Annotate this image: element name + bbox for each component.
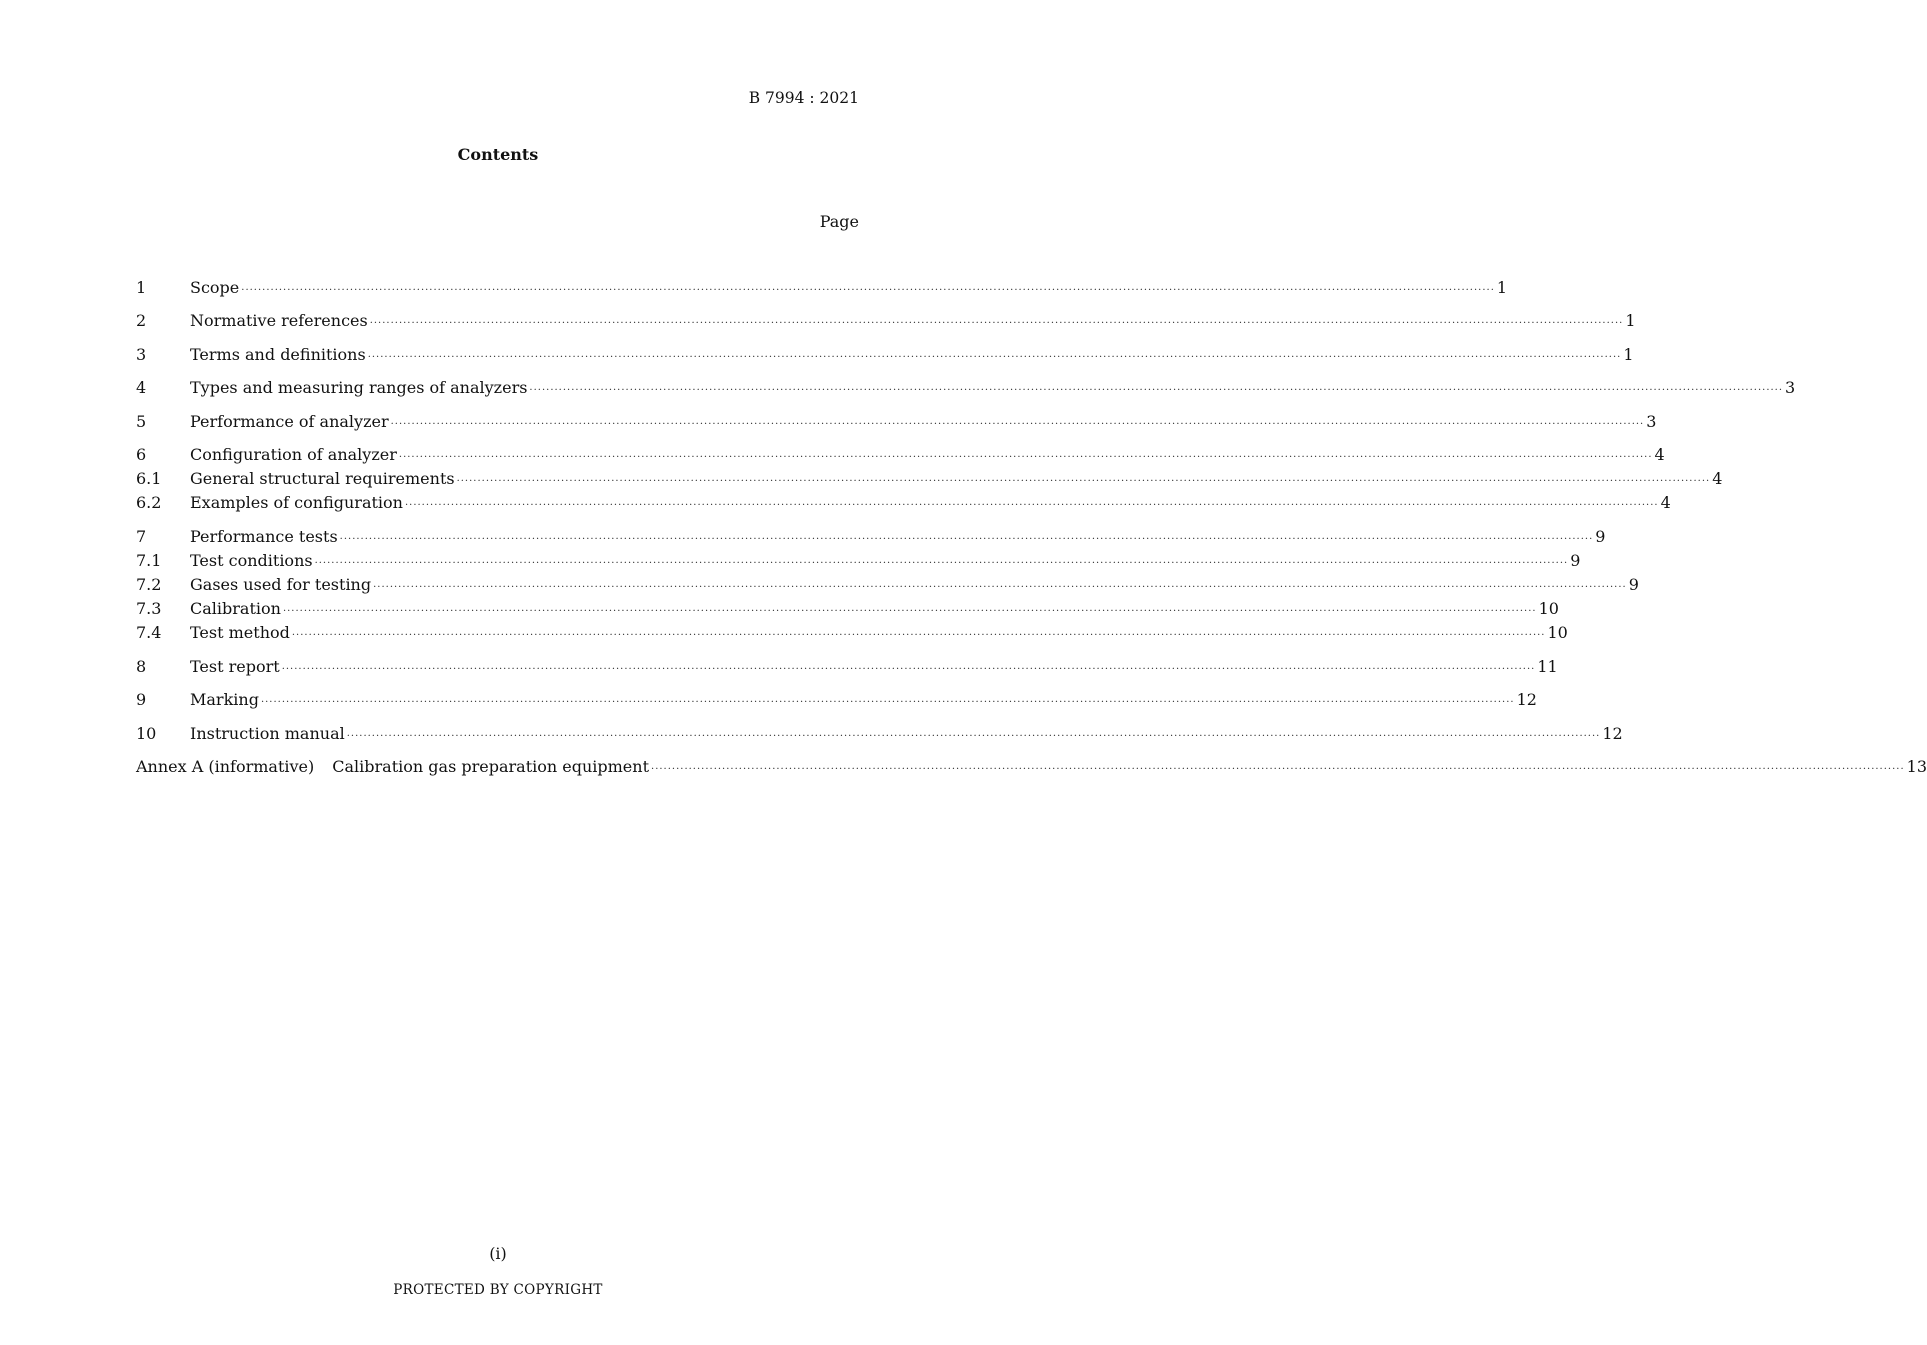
toc-entry-number: 7.1 xyxy=(136,551,162,570)
toc-entry-page: 9 xyxy=(1595,527,1606,546)
toc-entry-number: 8 xyxy=(136,657,147,676)
leader-dots: ············································································································································································································································································································ xyxy=(241,285,1495,296)
toc-entry-title: General structural requirements xyxy=(190,469,455,488)
toc-entry-page: 12 xyxy=(1516,690,1537,709)
toc-entry-title: Examples of configuration xyxy=(190,493,403,512)
toc-entry-number: 1 xyxy=(136,278,147,297)
toc-entry-title: Configuration of analyzer xyxy=(190,445,397,464)
toc-entry-page: 10 xyxy=(1538,599,1559,618)
leader-dots: ············································································································································································································································································································ xyxy=(404,500,1659,511)
toc-entry-title: Test method xyxy=(190,623,290,642)
toc-entry[interactable] xyxy=(136,343,1634,367)
toc-entry-title: Marking xyxy=(190,690,259,709)
toc-entry-number: 7.2 xyxy=(136,575,162,594)
toc-entry[interactable] xyxy=(136,549,1581,573)
leader-dots: ············································································································································································································································································································ xyxy=(282,606,1537,617)
toc-entry-page: 1 xyxy=(1623,345,1634,364)
leader-dots: ············································································································································································································································································································ xyxy=(281,664,1536,675)
toc-entry[interactable] xyxy=(136,722,1623,746)
toc-entry-page: 9 xyxy=(1628,575,1639,594)
toc-entry-title: Test report xyxy=(190,657,280,676)
toc-entry-number: 7 xyxy=(136,527,147,546)
toc-entry[interactable] xyxy=(136,410,1657,434)
contents-title: Contents xyxy=(457,145,539,164)
toc-entry[interactable] xyxy=(136,376,1796,400)
toc-entry[interactable] xyxy=(136,688,1537,712)
toc-entry-page: 3 xyxy=(1646,412,1657,431)
toc-entry-annex[interactable] xyxy=(136,755,1927,779)
toc-entry[interactable] xyxy=(136,467,1723,491)
toc-entry-title: Performance of analyzer xyxy=(190,412,389,431)
leader-dots: ············································································································································································································································································································ xyxy=(346,731,1601,742)
toc-entry-number: 6.1 xyxy=(136,469,162,488)
annex-label: Annex A (informative) xyxy=(136,757,315,776)
toc-entry-title: Types and measuring ranges of analyzers xyxy=(190,378,528,397)
toc-entry[interactable] xyxy=(136,309,1636,333)
toc-entry-page: 9 xyxy=(1570,551,1581,570)
toc-entry-page: 4 xyxy=(1654,445,1665,464)
annex-title: Calibration gas preparation equipment xyxy=(332,757,650,776)
toc-entry-title: Instruction manual xyxy=(190,724,345,743)
toc-entry-title: Scope xyxy=(190,278,240,297)
leader-dots: ············································································································································································································································································································ xyxy=(373,582,1627,593)
leader-dots: ············································································································································································································································································································ xyxy=(651,764,1905,775)
toc-entry-number: 7.3 xyxy=(136,599,162,618)
copyright-notice: PROTECTED BY COPYRIGHT xyxy=(393,1282,603,1298)
toc-entry-page: 10 xyxy=(1547,623,1568,642)
toc-entry-number: 4 xyxy=(136,378,147,397)
leader-dots: ············································································································································································································································································································ xyxy=(367,352,1622,363)
toc-entry[interactable] xyxy=(136,621,1568,645)
toc-entry[interactable] xyxy=(136,491,1671,515)
annex-page: 13 xyxy=(1906,757,1927,776)
toc-entry-title: Test conditions xyxy=(190,551,313,570)
toc-entry-page: 1 xyxy=(1625,311,1636,330)
toc-entry-number: 6 xyxy=(136,445,147,464)
leader-dots: ············································································································································································································································································································ xyxy=(291,630,1546,641)
leader-dots: ············································································································································································································································································································ xyxy=(369,318,1624,329)
toc-entry[interactable] xyxy=(136,573,1639,597)
toc-entry-page: 4 xyxy=(1712,469,1723,488)
toc-entry-title: Performance tests xyxy=(190,527,338,546)
toc-entry[interactable] xyxy=(136,655,1558,679)
leader-dots: ············································································································································································································································································································ xyxy=(339,534,1594,545)
toc-entry[interactable] xyxy=(136,525,1606,549)
toc-entry-number: 10 xyxy=(136,724,157,743)
toc-entry[interactable] xyxy=(136,597,1559,621)
toc-entry-number: 6.2 xyxy=(136,493,162,512)
toc-entry-number: 9 xyxy=(136,690,147,709)
leader-dots: ············································································································································································································································································································ xyxy=(398,452,1653,463)
toc-entry-title: Gases used for testing xyxy=(190,575,372,594)
toc-entry[interactable] xyxy=(136,276,1508,300)
toc-entry-number: 5 xyxy=(136,412,147,431)
toc-entry-number: 3 xyxy=(136,345,147,364)
leader-dots: ············································································································································································································································································································ xyxy=(390,419,1645,430)
leader-dots: ············································································································································································································································································································ xyxy=(260,697,1515,708)
toc-entry-page: 3 xyxy=(1785,378,1796,397)
toc-entry-number: 7.4 xyxy=(136,623,162,642)
toc-entry-page: 12 xyxy=(1602,724,1623,743)
toc-entry-title: Terms and definitions xyxy=(190,345,366,364)
toc-entry-page: 11 xyxy=(1537,657,1558,676)
toc-entry-number: 2 xyxy=(136,311,147,330)
leader-dots: ············································································································································································································································································································ xyxy=(314,558,1569,569)
toc-entry-page: 1 xyxy=(1496,278,1508,297)
document-number: B 7994 : 2021 xyxy=(748,89,859,107)
toc-entry[interactable] xyxy=(136,443,1665,467)
page-folio: (i) xyxy=(489,1244,507,1263)
leader-dots: ············································································································································································································································································································ xyxy=(529,385,1784,396)
leader-dots: ············································································································································································································································································································ xyxy=(456,476,1711,487)
page-column-label: Page xyxy=(819,212,859,231)
toc-entry-title: Normative references xyxy=(190,311,368,330)
toc-entry-title: Calibration xyxy=(190,599,281,618)
toc-entry-page: 4 xyxy=(1660,493,1671,512)
